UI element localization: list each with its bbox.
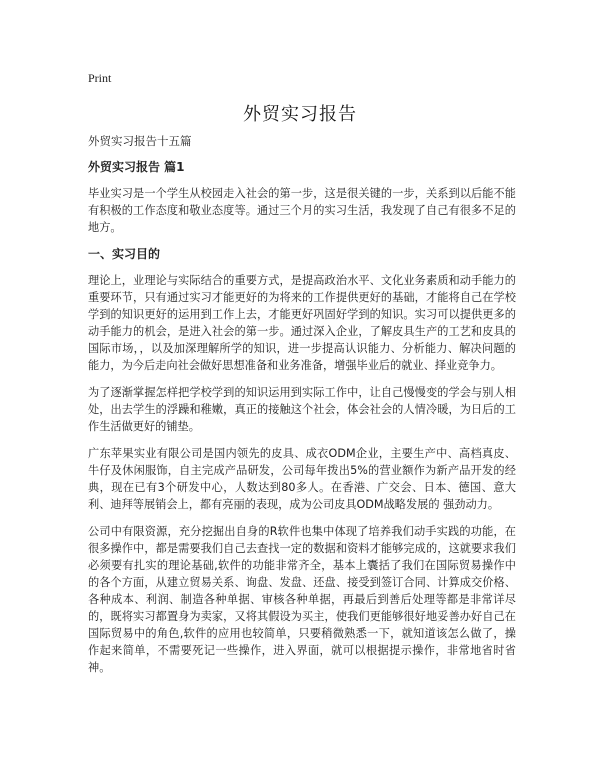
part-heading: 外贸实习报告 篇1 <box>88 160 185 174</box>
body-paragraph: 理论上，业理论与实际结合的重要方式，是提高政治水平、文化业务素质和动手能力的重要环节，只有通过实习才能更好的为将来的工作提供更好的基础，才能将自己在学校学到的知识更好的运用到工作上去，才能更好巩固好学到的知识。实习可以提供更多的动手能力的机会，是进入社会的第一步。通过深入企业，了解皮具生产的工艺和皮具的国际市场，，以及加深理解所学的知识，进一步提高认识能力、分析能力、解决问题的能力，为今后走向社会做好思想准备和业务准备，增强毕业后的就业、择业竞争力。 <box>88 274 516 372</box>
document-body <box>88 159 516 686</box>
body-paragraph: 公司中有限资源，充分挖掘出自身的R软件也集中体现了培养我们动手实践的功能，在很多操作中，都是需要我们自己去查找一定的数据和资料才能够完成的，这就要求我们必须要有扎实的理论基础,软件的功能非常齐全，基本上囊括了我们在国际贸易操作中的各个方面，从建立贸易关系、询盘、发盘、还盘、接受到签订合同、计算成交价格、各种成本、利润、制造各种单据、审核各种单据，再最后到善后处理等都是非常详尽的，既将实习都置身为卖家，又将其假设为买主，使我们更能够很好地妥善办好自己在国际贸易中的角色,软件的应用也较简单，只要稍微熟悉一下，就知道该怎么做了，操作起来简单，不需要死记一些操作，进入界面，就可以根据提示操作，非常地省时省神。 <box>88 525 516 674</box>
document-title: 外贸实习报告 <box>243 104 357 125</box>
print-link[interactable]: Print <box>88 71 112 85</box>
body-paragraph: 为了逐渐掌握怎样把学校学到的知识运用到实际工作中，让自己慢慢变的学会与别人相处，出去学生的浮躁和稚嫩，真正的接触这个社会，体会社会的人情冷暖，为日后的工作生活做更好的铺垫。 <box>88 386 516 433</box>
document-subtitle: 外贸实习报告十五篇 <box>88 134 192 148</box>
intro-paragraph: 毕业实习是一个学生从校园走入社会的第一步，这是很关键的一步，关系到以后能不能有积极的工作态度和敬业态度等。通过三个月的实习生活，我发现了自己有很多不足的地方。 <box>88 187 516 234</box>
section-heading-purpose: 一、实习目的 <box>88 247 161 261</box>
body-paragraph: 广东苹果实业有限公司是国内领先的皮具、成衣ODM企业，主要生产中、高档真皮、牛仔及休闲服饰，自主完成产品研发，公司每年拨出5%的营业额作为新产品开发的经典，现在已有3个研发中心，人数达到80多人。在香港、广交会、日本、德国、意大利、迪拜等展销会上，都有亮丽的表现，成为公司皮具ODM战略发展的 强劲动力。 <box>88 447 516 511</box>
